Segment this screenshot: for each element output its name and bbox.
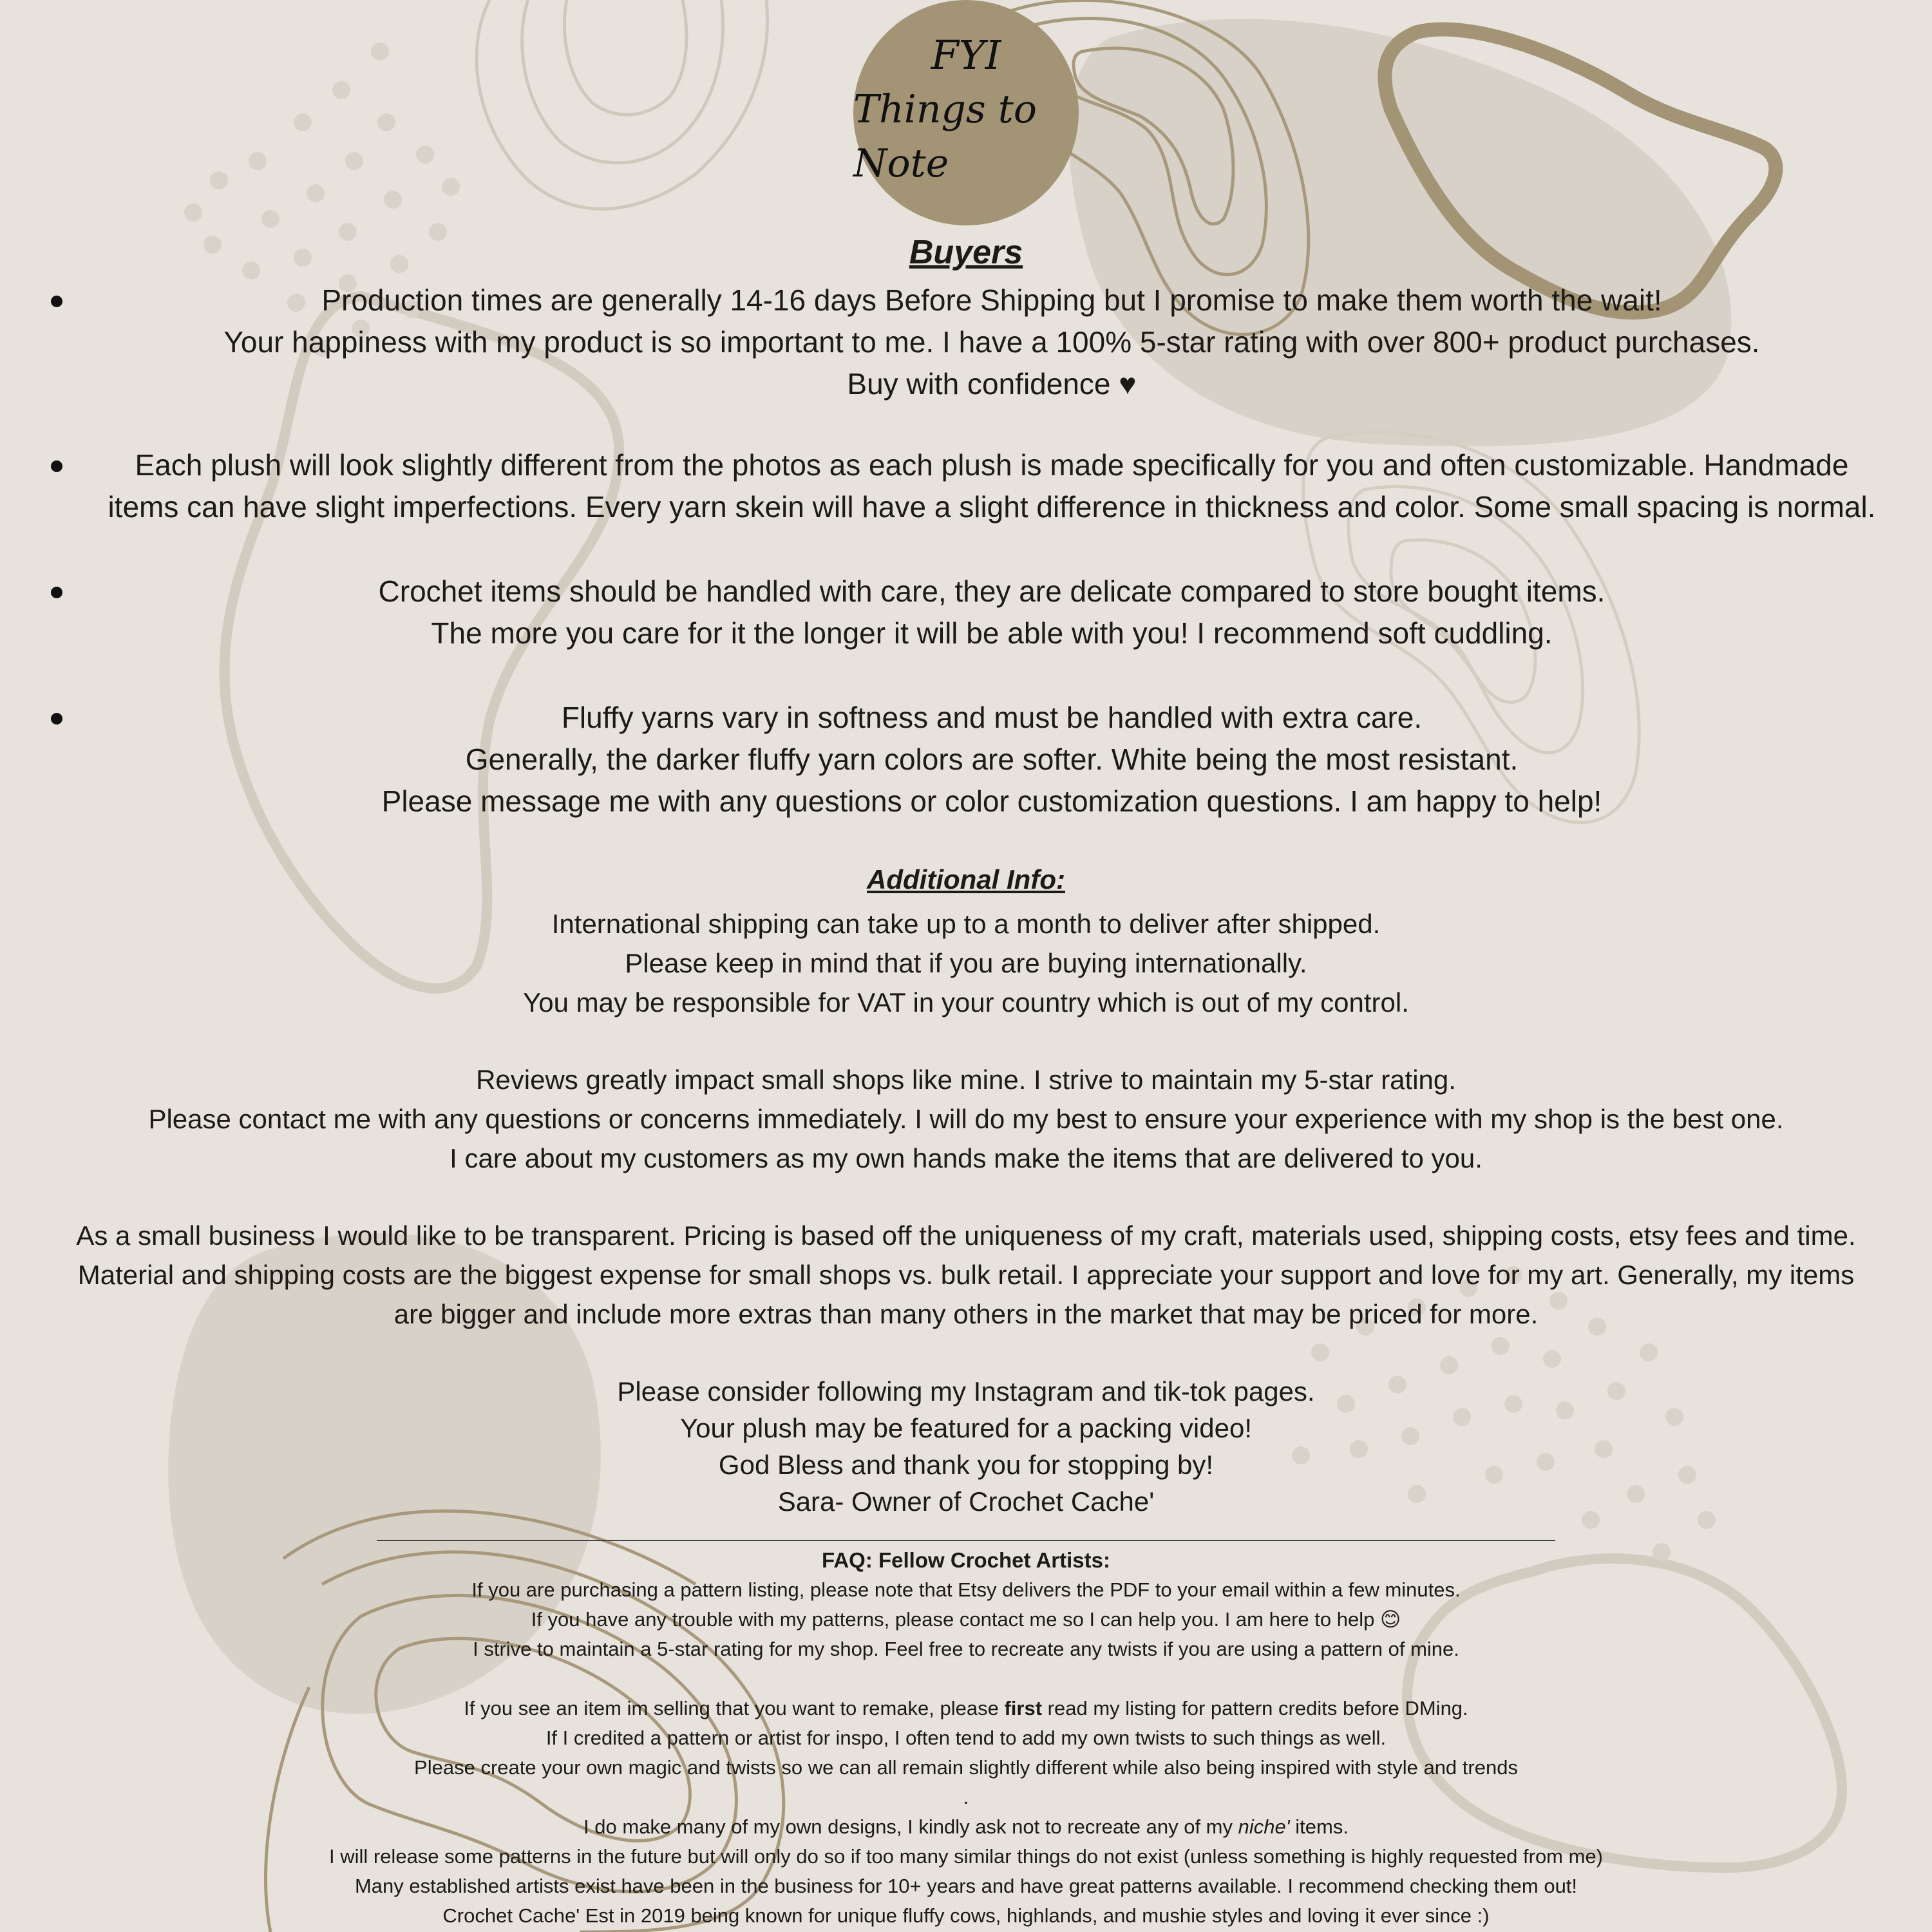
bullet-line: Your happiness with my product is so important to me. I have a 100% 5-star rating with over 800+ product purchases. bbox=[223, 325, 1760, 359]
faq-heading: FAQ: Fellow Crochet Artists: bbox=[822, 1548, 1110, 1572]
bullet-line: Buy with confidence ♥ bbox=[847, 367, 1137, 401]
faq-line: Crochet Cache' Est in 2019 being known for unique fluffy cows, highlands, and mushie styles and loving it ever since :) bbox=[442, 1904, 1490, 1927]
bullet-text bbox=[71, 571, 1913, 654]
bullet-line: Crochet items should be handled with care, they are delicate compared to store bought items. bbox=[378, 574, 1605, 608]
faq-group-1 bbox=[13, 1575, 1919, 1664]
faq-designs-line bbox=[13, 1812, 1919, 1842]
bullet-dot bbox=[51, 460, 62, 472]
paragraph-line: I care about my customers as my own hands make the items that are delivered to you. bbox=[450, 1143, 1482, 1173]
faq-line: . bbox=[963, 1786, 969, 1808]
faq-line: If I credited a pattern or artist for inspo, I often tend to add my own twists to such things as well. bbox=[545, 1727, 1387, 1749]
bullet-dot bbox=[51, 713, 62, 724]
paragraph-line: Please contact me with any questions or concerns immediately. I will do my best to ensure your experience with my shop is the best one. bbox=[148, 1104, 1784, 1134]
paragraph-line: God Bless and thank you for stopping by! bbox=[718, 1450, 1214, 1480]
bullet-line: Fluffy yarns vary in softness and must be handled with extra care. bbox=[561, 701, 1423, 734]
paragraph-line: Reviews greatly impact small shops like mine. I strive to maintain my 5-star rating. bbox=[476, 1065, 1456, 1095]
paragraph-line: As a small business I would like to be transparent. Pricing is based off the uniqueness of my craft, materials used, shipping costs, etsy fees and time. bbox=[76, 1220, 1856, 1251]
closing-paragraph bbox=[13, 1373, 1919, 1520]
reviews-paragraph bbox=[13, 1060, 1919, 1178]
bullet-line: Please message me with any questions or color customization questions. I am happy to help! bbox=[381, 784, 1602, 818]
faq-line: I strive to maintain a 5-star rating for my shop. Feel free to recreate any twists if you are using a pattern of mine. bbox=[473, 1638, 1459, 1660]
bullet-dot bbox=[51, 587, 62, 598]
paragraph-line: Please consider following my Instagram and tik-tok pages. bbox=[617, 1376, 1315, 1406]
signature-line: Sara- Owner of Crochet Cache' bbox=[777, 1486, 1155, 1517]
faq-line: If you have any trouble with my patterns, please contact me so I can help you. I am here to help 😊 bbox=[531, 1608, 1401, 1631]
faq-designs-italic: niche' bbox=[1238, 1815, 1290, 1838]
faq-remake-text-after: read my listing for pattern credits before DMing. bbox=[1042, 1697, 1468, 1719]
bullet-text bbox=[71, 444, 1913, 528]
buyers-heading: Buyers bbox=[909, 234, 1023, 271]
faq-designs-text-after: items. bbox=[1289, 1815, 1349, 1838]
paragraph-line: are bigger and include more extras than many others in the market that may be priced for more. bbox=[393, 1299, 1539, 1329]
badge-line-2: Things to Note bbox=[853, 87, 1037, 186]
bullet-dot bbox=[51, 296, 62, 307]
faq-group-2 bbox=[13, 1694, 1919, 1931]
faq-designs-text-before: I do make many of my own designs, I kindly ask not to recreate any of my bbox=[583, 1815, 1238, 1838]
badge-line-1: FYI bbox=[931, 32, 1001, 79]
transparency-paragraph bbox=[13, 1216, 1919, 1334]
faq-line: Please create your own magic and twists so we can all remain slightly different while also being inspired with style and trends bbox=[414, 1756, 1518, 1779]
paragraph-line: Material and shipping costs are the biggest expense for small shops vs. bulk retail. I appreciate your support and love for my art. Generally, my items bbox=[77, 1260, 1855, 1290]
bullet-text bbox=[71, 697, 1913, 822]
international-paragraph bbox=[13, 904, 1919, 1022]
bullet-line: The more you care for it the longer it will be able with you! I recommend soft cuddling. bbox=[431, 616, 1553, 650]
faq-line: If you are purchasing a pattern listing, please note that Etsy delivers the PDF to your email within a few minutes. bbox=[471, 1578, 1461, 1601]
bullet-line: Each plush will look slightly different from the photos as each plush is made specifically for you and often customizable. Handmade bbox=[135, 448, 1849, 482]
bullet-line: Generally, the darker fluffy yarn colors are softer. White being the most resistant. bbox=[465, 743, 1519, 776]
bullet-line: Production times are generally 14-16 days Before Shipping but I promise to make them worth the wait! bbox=[321, 283, 1662, 317]
bullet-text bbox=[71, 279, 1913, 405]
paragraph-line: Your plush may be featured for a packing video! bbox=[679, 1413, 1252, 1443]
faq-remake-bold: first bbox=[1004, 1697, 1043, 1719]
paragraph-line: Please keep in mind that if you are buying internationally. bbox=[625, 948, 1307, 978]
section-divider bbox=[377, 1540, 1555, 1541]
bullet-line: items can have slight imperfections. Every yarn skein will have a slight difference in thickness and color. Some small spacing is normal. bbox=[108, 490, 1876, 524]
paragraph-line: You may be responsible for VAT in your country which is out of my control. bbox=[523, 987, 1409, 1018]
faq-remake-text-before: If you see an item im selling that you want to remake, please bbox=[464, 1697, 1005, 1719]
additional-info-heading: Additional Info: bbox=[867, 864, 1065, 895]
faq-line: I will release some patterns in the future but will only do so if too many similar things do not exist (unless something is highly requested from me) bbox=[328, 1845, 1604, 1868]
faq-line: Many established artists exist have been in the business for 10+ years and have great patterns available. I recommend checking them out! bbox=[354, 1875, 1578, 1897]
fyi-badge bbox=[853, 0, 1079, 225]
faq-remake-line bbox=[13, 1694, 1919, 1723]
paragraph-line: International shipping can take up to a month to deliver after shipped. bbox=[551, 909, 1381, 939]
